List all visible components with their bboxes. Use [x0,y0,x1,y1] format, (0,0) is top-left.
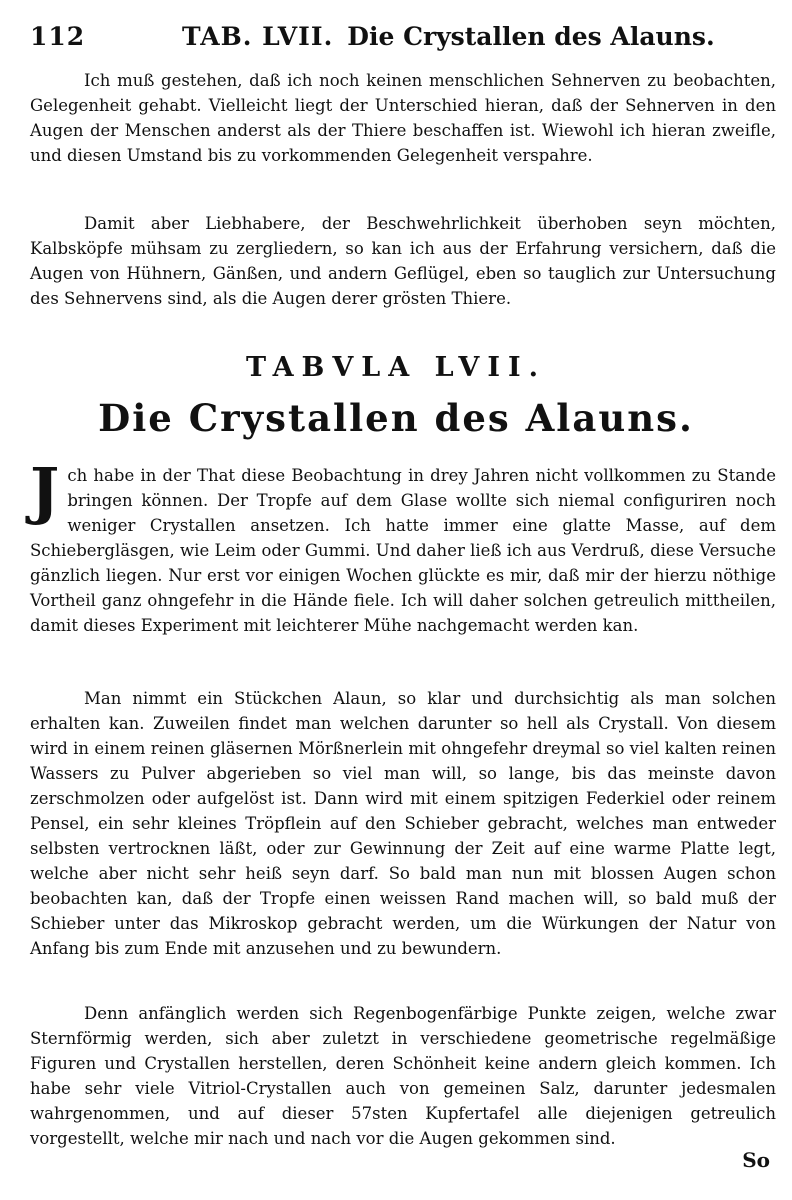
page-number: 112 [30,22,86,51]
body-paragraph-2: Man nimmt ein Stückchen Alaun, so klar und durchsichtig als man solchen erhalten kan. Zuweilen findet man welchen darunter so hell als Crystall. Von diesem wird in einem reinen gläsernen Mörßnerlein mit ohngefehr dreymal so viel kalten reinen Wassers zu Pulver abgerieben so viel man will, so lange, bis das meinste davon zerschmolzen oder aufgelöst ist. Dann wird mit einem spitzigen Federkiel oder reinem Pensel, ein sehr kleines Tröpflein auf den Schieber gebracht, welches man entweder selbsten vertrocknen läßt, oder zur Gewinnung der Zeit auf eine warme Platte legt, welche aber nicht sehr heiß seyn darf. So bald man nun mit blossen Augen schon beobachten kan, daß der Tropfe einen weissen Rand machen will, so bald muß der Schieber unter das Mikroskop gebracht werden, um die Würkungen der Natur von Anfang bis zum Ende mit anzusehen und zu bewundern. [30,689,776,958]
running-title-text: Die Crystallen des Alauns. [347,22,715,51]
body-paragraph-3: Denn anfänglich werden sich Regenbogenfärbige Punkte zeigen, welche zwar Sternförmig werden, sich aber zuletzt in verschiedene geometrische regelmäßige Figuren und Crystallen herstellen, deren Schönheit keine andern gleich kommen. Ich habe sehr viele Vitriol-Crystallen auch von gemeinen Salz, darunter jedesmalen wahrgenommen, und auf dieser 57sten Kupfertafel alle diejenigen getreulich vorgestellt, welche mir nach und nach vor die Augen gekommen sind. [30,1004,776,1148]
intro-paragraph-2: Damit aber Liebhabere, der Beschwehrlichkeit überhoben seyn möchten, Kalbsköpfe mühsam zu zergliedern, so kan ich aus der Erfahrung versichern, daß die Augen von Hühnern, Gänßen, und andern Geflügel, eben so tauglich zur Untersuchung des Sehnervens sind, als die Augen derer grösten Thiere. [30,214,776,308]
section-title: Die Crystallen des Alauns. [98,396,694,440]
running-title [182,22,715,51]
running-plate-label: TAB. LVII. [182,22,334,51]
drop-cap-initial: J [30,454,60,527]
running-header [30,22,768,56]
intro-paragraph-1: Ich muß gestehen, daß ich noch keinen menschlichen Sehnerven zu beobachten, Gelegenheit gehabt. Vielleicht liegt der Unterschied hieran, daß der Sehnerven in den Augen der Menschen anderst als der Thiere beschaffen ist. Wiewohl ich hieran zweifle, und diesen Umstand bis zu vorkommenden Gelegenheit verspahre. [30,71,776,165]
body-paragraph-1-text: ch habe in der That diese Beobachtung in drey Jahren nicht vollkommen zu Stande bringen können. Der Tropfe auf dem Glase wollte sich niemal configuriren noch weniger Crystallen ansetzen. Ich hatte immer eine glatte Masse, auf dem Schiebergläsgen, wie Leim oder Gummi. Und daher ließ ich aus Verdruß, diese Versuche gänzlich liegen. Nur erst vor einigen Wochen glückte es mir, daß mir der hierzu nöthige Vortheil ganz ohngefehr in die Hände fiele. Ich will daher solchen getreulich mittheilen, damit dieses Experiment mit leichterer Mühe nachgemacht werden kan. [30,466,776,635]
plate-heading: TABVLA LVII. [245,352,547,383]
body-paragraph-1 [30,454,776,638]
catchword: So [742,1148,770,1172]
